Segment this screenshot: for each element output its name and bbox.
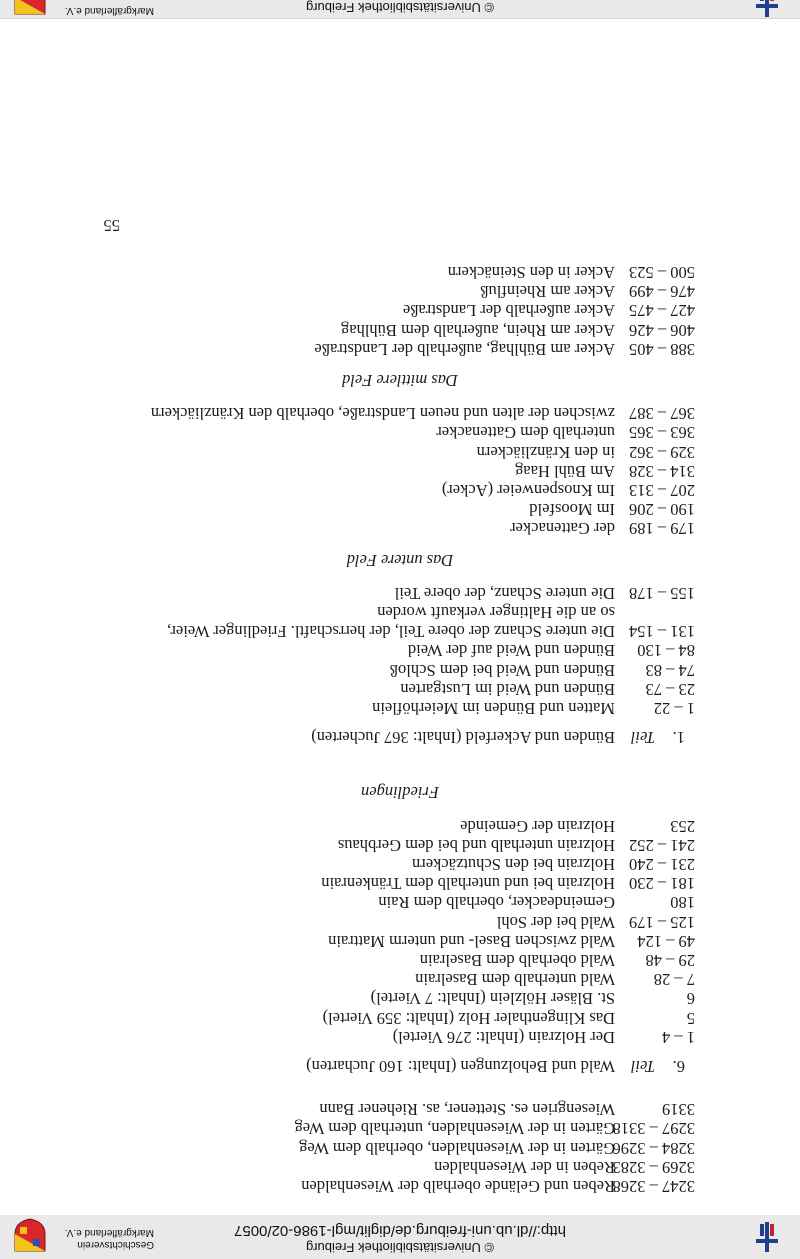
- parcel-description: zwischen der alten und neuen Landstraße, oberhalb den Kränzliäckern: [150, 404, 615, 424]
- register-line: [0, 1007, 800, 1029]
- parcel-range: 190 – 206: [629, 500, 695, 520]
- register-line: [0, 421, 800, 443]
- register-line: [0, 968, 800, 990]
- parcel-range: 5: [686, 1008, 695, 1028]
- register-line: [0, 1117, 800, 1139]
- register-line: [0, 582, 800, 604]
- parcel-description: Acker am Bühlhag, außerhalb der Landstraße: [314, 339, 615, 359]
- register-line: [0, 911, 800, 933]
- part-label: Teil: [630, 728, 655, 748]
- parcel-range: 500 – 523: [629, 263, 695, 282]
- document-url-link[interactable]: http://dl.ub.uni-freiburg.de/diglit/mgl-1986-02/0057: [234, 1222, 566, 1239]
- parcel-range: 363 – 365: [629, 423, 695, 443]
- register-line: [0, 1156, 800, 1178]
- library-copyright: © Universitätsbibliothek Freiburg: [305, 0, 495, 15]
- parcel-range: 3297 – 3318: [612, 1119, 695, 1139]
- parcel-range: 207 – 313: [629, 481, 695, 500]
- register-line: [0, 834, 800, 856]
- section-heading: Friedlingen: [361, 783, 439, 803]
- parcel-description: Wald bei der Sohl: [496, 912, 615, 932]
- register-line: [0, 460, 800, 482]
- part-label: Teil: [630, 1057, 655, 1076]
- parcel-description: unterhalb dem Gattenacker: [436, 423, 615, 443]
- parcel-description: Wiesengrien es. Stettener, as. Riehener Bann: [319, 1100, 615, 1120]
- parcel-description: Die untere Schanz, der obere Teil: [394, 583, 615, 603]
- parcel-description: der Gattenacker: [510, 519, 615, 539]
- parcel-description: Reben in der Wiesenhalden: [434, 1157, 615, 1177]
- part-title: Bünden und Ackerfeld (Inhalt: 367 Jucherten): [311, 728, 615, 748]
- parcel-range: 179 – 189: [629, 519, 695, 539]
- register-line: [0, 517, 800, 539]
- society-name-line-2: Markgräflerland e.V.: [64, 5, 154, 16]
- parcel-range: 74 – 83: [645, 660, 695, 680]
- viewer-footer-bar: [0, 1214, 800, 1259]
- parcel-range: 314 – 328: [629, 461, 695, 481]
- parcel-description: Der Holzrain (Inhalt: 276 Viertel): [392, 1027, 615, 1047]
- section-heading: Das untere Feld: [346, 550, 454, 570]
- parcel-range: 6: [686, 989, 695, 1009]
- parcel-range: 125 – 179: [629, 912, 695, 932]
- register-line: [0, 319, 800, 341]
- parcel-description: Acker außerhalb der Landstraße: [402, 301, 615, 321]
- page-number: [0, 214, 800, 236]
- part-number: 1.: [672, 728, 685, 748]
- parcel-range: 181 – 230: [629, 874, 695, 894]
- part-heading: [0, 726, 800, 748]
- register-line: [0, 639, 800, 661]
- register-line: [0, 261, 800, 283]
- scanned-page: [0, 19, 800, 1215]
- society-name-line-1: Geschichtsverein: [77, 1239, 154, 1250]
- parcel-description: Holzrain der Gemeinde: [460, 816, 615, 836]
- register-line: [0, 949, 800, 971]
- register-line: [0, 815, 800, 837]
- parcel-range: 3247 – 3268: [612, 1177, 695, 1196]
- society-crest-icon: [12, 0, 48, 17]
- parcel-range: 155 – 178: [629, 583, 695, 603]
- register-line: [0, 891, 800, 913]
- society-crest-icon: [12, 1218, 48, 1254]
- register-line: [0, 280, 800, 302]
- register-line: [0, 601, 800, 623]
- register-line: [0, 987, 800, 1009]
- parcel-range: 29 – 48: [645, 951, 695, 970]
- parcel-range: 84 – 130: [637, 641, 695, 661]
- society-name: [65, 4, 154, 16]
- register-line: [0, 697, 800, 719]
- library-copyright: © Universitätsbibliothek Freiburg: [305, 1240, 495, 1255]
- parcel-range: 49 – 124: [637, 931, 695, 951]
- register-line: [0, 441, 800, 463]
- register-line: [0, 659, 800, 681]
- register-line: [0, 872, 800, 894]
- society-name: [65, 1226, 154, 1250]
- register-line: [0, 853, 800, 875]
- parcel-description: so an die Haltinger verkauft worden: [377, 603, 615, 622]
- parcel-range: 231 – 240: [629, 855, 695, 874]
- section-heading: Das mittlere Feld: [342, 371, 458, 390]
- parcel-range: 476 – 499: [629, 282, 695, 302]
- parcel-description: Acker am Rhein, außerhalb dem Bühlhag: [341, 320, 615, 340]
- parcel-description: Die untere Schanz der obere Teil, der herrschaftl. Friedlinger Weier,: [167, 622, 615, 642]
- parcel-range: 3284 – 3296: [612, 1138, 695, 1158]
- register-line: [0, 1098, 800, 1120]
- register-line: [0, 498, 800, 520]
- parcel-description: Bünden und Weid im Lustgarten: [400, 679, 615, 699]
- register-line: [0, 299, 800, 321]
- register-line: [0, 1175, 800, 1197]
- parcel-description: Bünden und Weid bei dem Schloß: [389, 660, 615, 680]
- parcel-description: in den Kränzliäckern: [476, 442, 615, 462]
- parcel-description: Wald zwischen Basel- und unterm Mattrain: [328, 931, 615, 951]
- parcel-range: 180: [670, 893, 695, 913]
- register-line: [0, 620, 800, 642]
- parcel-description: Am Bühl Haag: [515, 461, 615, 481]
- parcel-description: Holzrain bei und unterhalb dem Tränkenrain: [321, 874, 615, 894]
- part-heading: [0, 1055, 800, 1077]
- parcel-range: 427 – 475: [629, 301, 695, 321]
- parcel-description: Gärten in der Wiesenhalden, oberhalb dem Weg: [299, 1138, 615, 1158]
- society-name-line-2: Markgräflerland e.V.: [64, 1227, 154, 1238]
- parcel-range: 406 – 426: [629, 320, 695, 340]
- parcel-range: 388 – 405: [629, 339, 695, 359]
- register-line: [0, 402, 800, 424]
- register-line: [0, 930, 800, 952]
- parcel-range: 131 – 154: [629, 622, 695, 642]
- parcel-description: Acker am Rheinfluß: [480, 282, 615, 302]
- parcel-range: 1 – 4: [662, 1027, 695, 1047]
- parcel-description: Gärten in der Wiesenhalden, unterhalb dem Weg: [294, 1119, 615, 1139]
- parcel-description: Holzrain bei den Schutzäckern: [412, 855, 615, 874]
- parcel-range: 329 – 362: [629, 442, 695, 462]
- parcel-description: Reben und Gelände oberhalb der Wiesenhalden: [301, 1177, 615, 1196]
- part-number: 6.: [672, 1057, 685, 1076]
- parcel-description: Wald oberhalb dem Baselrain: [419, 951, 615, 970]
- parcel-description: Im Knospenweier (Acker): [441, 481, 615, 500]
- parcel-description: Matten und Bünden im Meierhöflein: [372, 699, 615, 718]
- register-line: [0, 1137, 800, 1159]
- parcel-description: Gemeindeacker, oberhalb dem Rain: [378, 893, 615, 913]
- parcel-range: 367 – 387: [629, 404, 695, 424]
- register-line: [0, 678, 800, 700]
- parcel-description: Wald unterhalb dem Baselrain: [415, 970, 615, 990]
- page-number-text: 55: [103, 215, 120, 235]
- parcel-range: 23 – 73: [645, 679, 695, 699]
- parcel-range: 3269 – 3283: [612, 1157, 695, 1177]
- register-line: [0, 479, 800, 501]
- parcel-range: 3319: [662, 1100, 695, 1120]
- part-title: Wald und Beholzungen (Inhalt: 160 Jucharten): [306, 1057, 615, 1076]
- viewer-header-bar: [0, 0, 800, 19]
- register-line: [0, 338, 800, 360]
- register-line: [0, 1026, 800, 1048]
- parcel-description: Das Klingenthaler Holz (Inhalt: 359 Viertel): [322, 1008, 615, 1028]
- parcel-range: 253: [670, 816, 695, 836]
- parcel-range: 7 – 28: [653, 970, 695, 990]
- parcel-description: Im Moosfeld: [529, 500, 615, 520]
- parcel-description: Bünden und Weid auf der Weid: [407, 641, 615, 661]
- parcel-range: 1 – 22: [653, 699, 695, 718]
- parcel-description: Acker in den Steinäckern: [447, 263, 615, 282]
- parcel-range: 241 – 252: [629, 835, 695, 855]
- parcel-description: Holzrain unterhalb und bei dem Gerbhaus: [337, 835, 615, 855]
- parcel-description: St. Bläser Hölzlein (Inhalt: 7 Viertel): [370, 989, 615, 1009]
